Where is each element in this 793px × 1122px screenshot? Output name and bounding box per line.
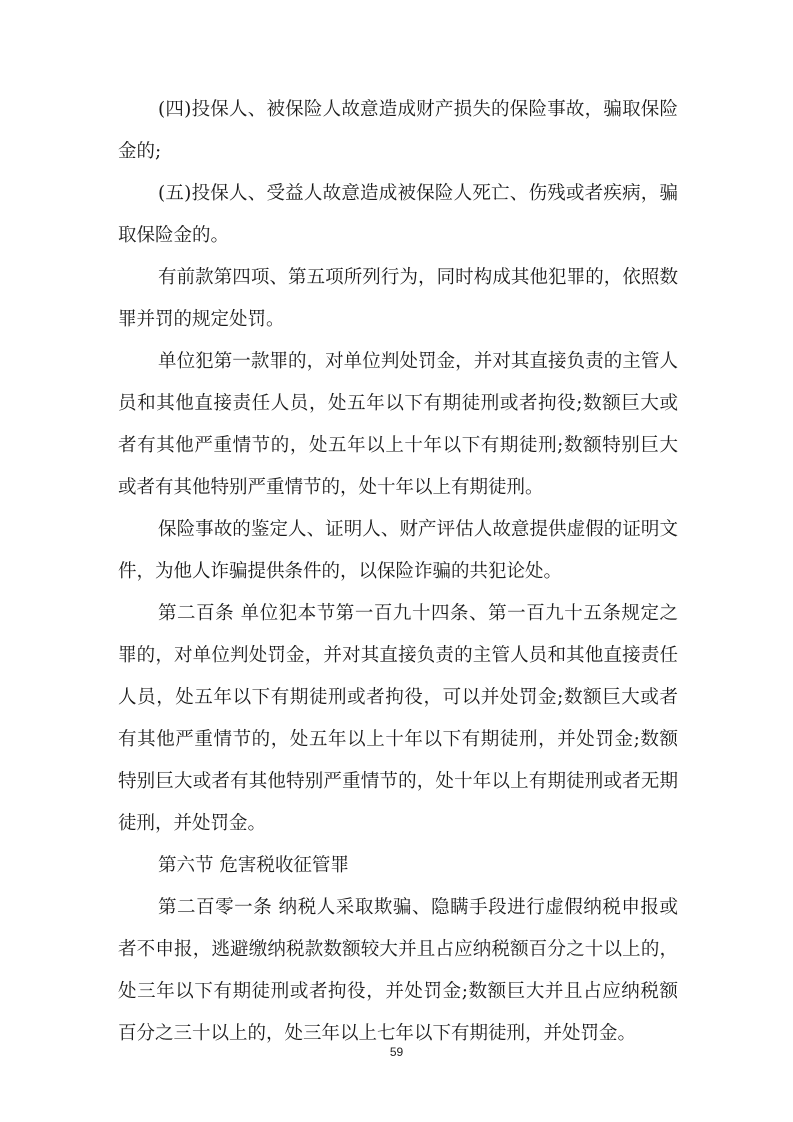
text-line: 件，为他人诈骗提供条件的，以保险诈骗的共犯论处。	[118, 561, 563, 582]
text-line: 取保险金的。	[118, 225, 230, 246]
text-line: 或者有其他特别严重情节的，处十年以上有期徒刑。	[118, 477, 544, 498]
text-line: 第二百零一条 纳税人采取欺骗、隐瞒手段进行虚假纳税申报或	[158, 897, 678, 918]
text-line: 徒刑，并处罚金。	[118, 813, 267, 834]
text-line: 员和其他直接责任人员，处五年以下有期徒刑或者拘役;数额巨大或	[118, 393, 678, 414]
page-number: 59	[389, 1045, 404, 1059]
text-line: 特别巨大或者有其他特别严重情节的，处十年以上有期徒刑或者无期	[118, 771, 678, 792]
text-line: 单位犯第一款罪的，对单位判处罚金，并对其直接负责的主管人	[158, 351, 678, 372]
text-line: 有前款第四项、第五项所列行为，同时构成其他犯罪的，依照数	[158, 267, 678, 288]
text-line: 处三年以下有期徒刑或者拘役，并处罚金;数额巨大并且占应纳税额	[118, 981, 678, 1002]
text-line: 金的;	[118, 141, 162, 162]
section-heading: 第六节 危害税收征管罪	[158, 855, 349, 876]
text-line: (五)投保人、受益人故意造成被保险人死亡、伤残或者疾病，骗	[158, 183, 678, 204]
text-line: 者不申报，逃避缴纳税款数额较大并且占应纳税额百分之十以上的，	[118, 939, 678, 960]
text-line: (四)投保人、被保险人故意造成财产损失的保险事故，骗取保险	[158, 99, 678, 120]
text-line: 罪的，对单位判处罚金，并对其直接负责的主管人员和其他直接责任	[118, 645, 678, 666]
text-line: 罪并罚的规定处罚。	[118, 309, 285, 330]
text-line: 有其他严重情节的，处五年以上十年以下有期徒刑，并处罚金;数额	[118, 729, 678, 750]
text-line: 第二百条 单位犯本节第一百九十四条、第一百九十五条规定之	[158, 603, 678, 624]
text-line: 人员，处五年以下有期徒刑或者拘役，可以并处罚金;数额巨大或者	[118, 687, 678, 708]
text-line: 保险事故的鉴定人、证明人、财产评估人故意提供虚假的证明文	[158, 519, 678, 540]
text-line: 者有其他严重情节的，处五年以上十年以下有期徒刑;数额特别巨大	[118, 435, 678, 456]
text-line: 百分之三十以上的，处三年以上七年以下有期徒刑，并处罚金。	[118, 1023, 637, 1044]
